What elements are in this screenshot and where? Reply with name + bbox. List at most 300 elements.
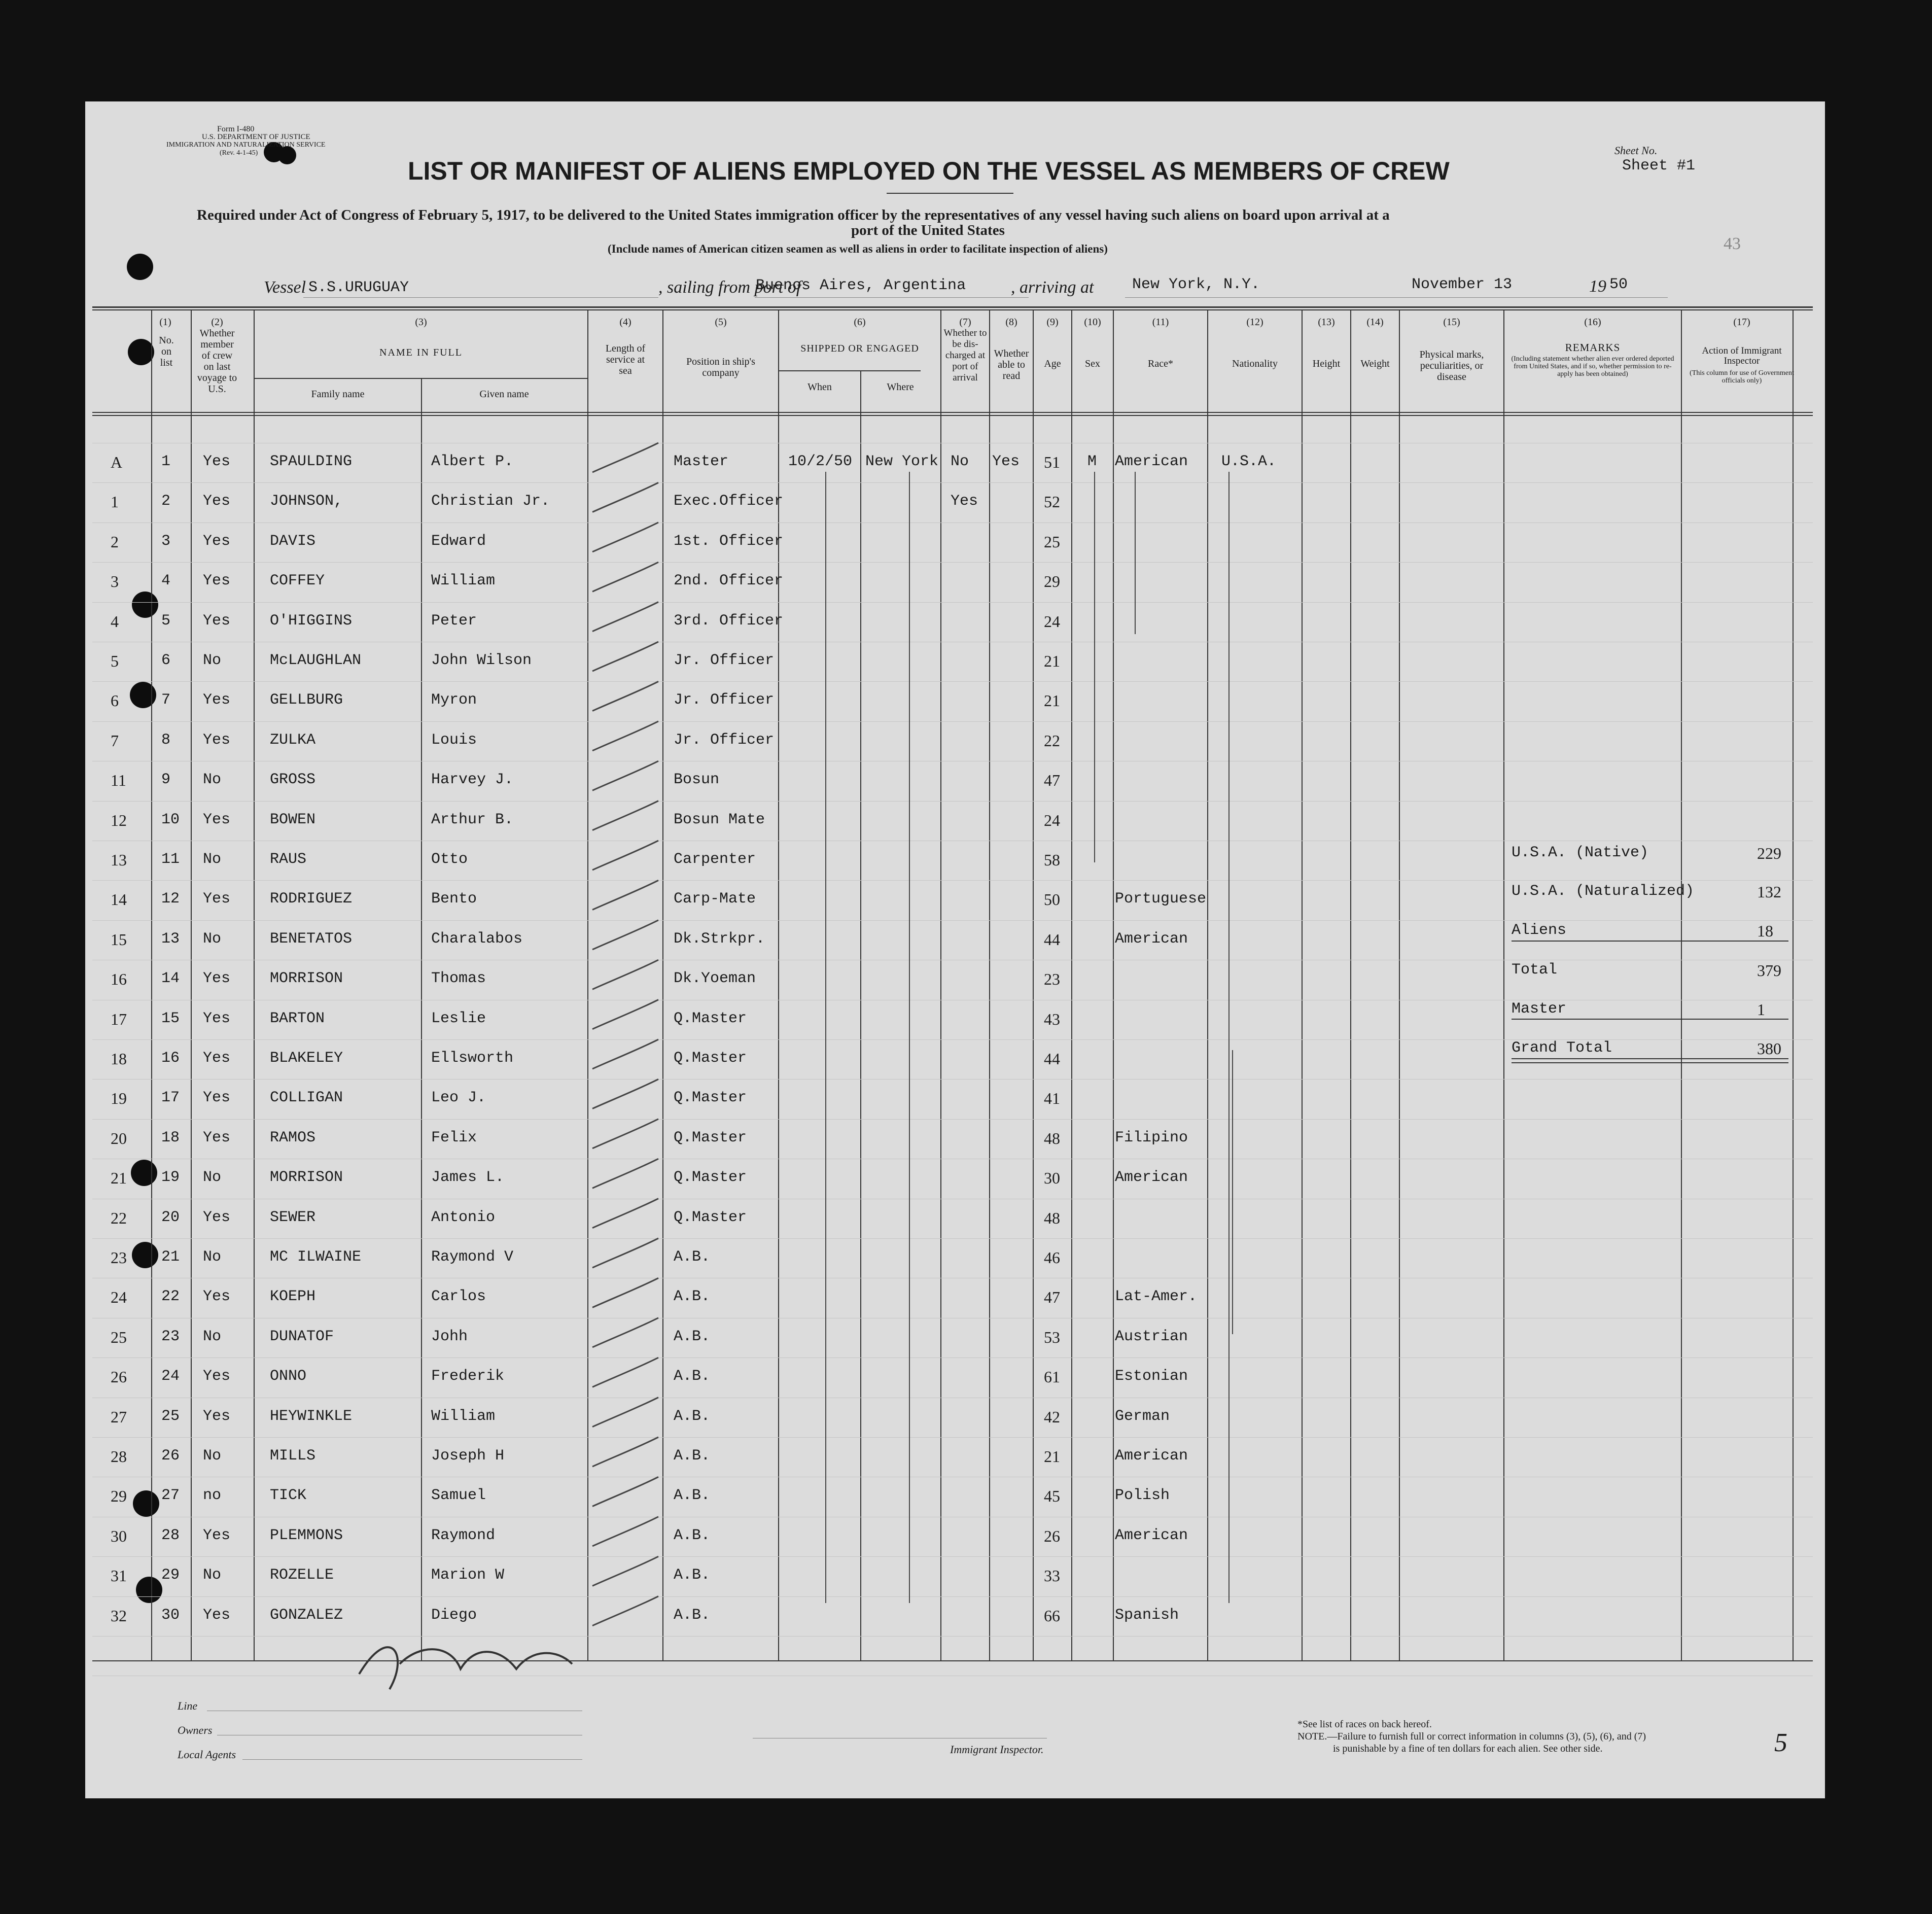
summary-label: U.S.A. (Naturalized) [1512,883,1695,900]
header-col15: Physical marks, peculiarities, or disease [1419,349,1484,382]
header-col8-num: (8) [1005,317,1017,328]
row-age: 23 [1044,970,1060,989]
row-position: Exec.Officer [674,493,784,510]
row-last-voyage: Yes [203,1368,231,1385]
row-position: A.B. [674,1606,711,1624]
row-race: Spanish [1115,1606,1179,1624]
row-line-number: 3 [111,572,119,591]
form-service: IMMIGRATION AND NATURALIZATION SERVICE [166,141,326,149]
header-col3-num: (3) [415,317,427,328]
row-list-number: 11 [161,851,180,868]
header-col3-given: Given name [479,389,529,400]
row-last-voyage: Yes [203,612,231,630]
header-col8: Whether able to read [994,348,1029,381]
service-check-mark [592,482,658,512]
row-position: A.B. [674,1328,711,1345]
row-position: Q.Master [674,1208,747,1226]
row-line-number: 17 [111,1010,127,1028]
header-col16-num: (16) [1584,317,1601,328]
row-line-number: 21 [111,1169,127,1188]
row-list-number: 26 [161,1447,180,1465]
row-line-number: 19 [111,1089,127,1108]
row-age: 26 [1044,1526,1060,1545]
row-last-voyage: No [203,1169,222,1187]
service-check-mark [592,1159,658,1188]
row-given-name: Bento [431,890,477,908]
row-line-number: 6 [111,691,119,710]
row-last-voyage: No [203,851,222,868]
service-check-mark [592,1278,658,1307]
row-list-number: 7 [161,691,171,709]
header-col17-note: (This column for use of Government officials only) [1690,369,1794,385]
row-age: 53 [1044,1328,1060,1346]
row-position: Jr. Officer [674,731,775,749]
row-position: Bosun [674,771,720,789]
row-list-number: 22 [161,1288,180,1306]
row-position: A.B. [674,1447,711,1465]
header-col10: Sex [1085,358,1100,369]
row-list-number: 4 [161,572,171,590]
row-list-number: 19 [161,1169,180,1187]
row-family-name: ROZELLE [270,1567,334,1584]
row-given-name: Frederik [431,1368,505,1385]
row-list-number: 27 [161,1487,180,1505]
summary-label: Grand Total [1512,1039,1612,1057]
row-line-number: 29 [111,1487,127,1506]
header-col7: Whether to be dis-charged at port of arrival [943,328,987,383]
row-last-voyage: Yes [203,691,231,709]
row-given-name: Diego [431,1606,477,1624]
row-discharged: No [951,453,969,470]
row-given-name: Raymond V [431,1248,514,1266]
row-age: 21 [1044,691,1060,710]
row-given-name: Joseph H [431,1447,505,1465]
row-position: A.B. [674,1487,711,1505]
form-department: U.S. DEPARTMENT OF JUSTICE [202,133,310,141]
vessel-label: Vessel [264,278,306,297]
row-shipped-when: 10/2/50 [788,453,853,470]
header-col2-num: (2) [211,317,223,328]
header-col12: Nationality [1232,358,1278,369]
row-last-voyage: no [203,1487,222,1505]
sailing-port: Buenos Aires, Argentina [756,277,966,294]
row-family-name: RAUS [270,851,307,868]
row-race: American [1115,1447,1188,1465]
row-position: Dk.Yoeman [674,970,756,988]
summary-label: Total [1512,961,1558,979]
header-col5: Position in ship's company [686,356,755,378]
row-family-name: BOWEN [270,811,316,828]
row-position: A.B. [674,1567,711,1584]
row-last-voyage: Yes [203,1089,231,1107]
row-position: Bosun Mate [674,811,765,828]
row-family-name: TICK [270,1487,307,1505]
service-check-mark [592,1039,658,1069]
page-mark: 43 [1724,234,1741,253]
form-number: Form I-480 [217,125,255,133]
row-family-name: GROSS [270,771,316,789]
summary-underline [1512,1019,1788,1020]
summary-value: 132 [1757,883,1781,901]
service-check-mark [592,1596,658,1626]
header-col7-num: (7) [959,317,971,328]
row-family-name: GELLBURG [270,691,343,709]
row-last-voyage: Yes [203,453,231,470]
row-list-number: 12 [161,890,180,908]
header-col14: Weight [1360,358,1390,369]
row-line-number: 12 [111,811,127,829]
service-check-mark [592,1119,658,1149]
summary-underline [1512,1062,1788,1063]
row-age: 41 [1044,1089,1060,1108]
summary-underline [1512,941,1788,942]
row-age: 52 [1044,493,1060,511]
service-check-mark [592,1000,658,1029]
row-race: Estonian [1115,1368,1188,1385]
row-given-name: Thomas [431,970,486,988]
service-check-mark [592,1477,658,1506]
footer-line-label: Line [178,1699,198,1712]
header-col17: Action of Immigrant Inspector [1702,345,1782,366]
row-last-voyage: Yes [203,572,231,590]
summary-underline [1512,1058,1788,1059]
row-line-number: 25 [111,1328,127,1346]
row-position: Jr. Officer [674,691,775,709]
row-age: 25 [1044,532,1060,551]
row-list-number: 15 [161,1010,180,1027]
row-line-number: 13 [111,851,127,869]
row-last-voyage: Yes [203,1526,231,1544]
row-list-number: 8 [161,731,171,749]
row-position: A.B. [674,1526,711,1544]
row-family-name: MILLS [270,1447,316,1465]
header-col13: Height [1312,358,1341,369]
row-family-name: HEYWINKLE [270,1407,353,1425]
footer-note-penalty-1: NOTE.—Failure to furnish full or correct information in columns (3), (5), (6), and (7) [1297,1731,1646,1742]
row-last-voyage: Yes [203,970,231,988]
row-given-name: Ellsworth [431,1050,514,1067]
row-discharged: Yes [951,493,978,510]
row-race: American [1115,1169,1188,1187]
row-family-name: COFFEY [270,572,325,590]
row-given-name: Peter [431,612,477,630]
row-age: 47 [1044,1288,1060,1307]
header-col16: REMARKS [1565,341,1621,354]
row-list-number: 20 [161,1208,180,1226]
row-able-to-read: Yes [992,453,1020,470]
row-last-voyage: Yes [203,1606,231,1624]
footer-owners-label: Owners [178,1724,213,1736]
row-given-name: Carlos [431,1288,486,1306]
row-position: Jr. Officer [674,652,775,669]
row-position: Q.Master [674,1129,747,1146]
row-list-number: 6 [161,652,171,669]
row-age: 50 [1044,890,1060,909]
service-check-mark [592,761,658,790]
row-given-name: James L. [431,1169,505,1187]
row-family-name: PLEMMONS [270,1526,343,1544]
footer-agents-underline [242,1759,582,1760]
row-position: A.B. [674,1288,711,1306]
row-family-name: ONNO [270,1368,307,1385]
header-col3-family: Family name [311,389,365,400]
summary-value: 379 [1757,961,1781,980]
header-col1: No. on list [159,335,174,368]
row-line-number: 14 [111,890,127,909]
row-line-number: 5 [111,652,119,670]
row-given-name: Felix [431,1129,477,1146]
row-line-number: 7 [111,731,119,750]
row-list-number: 10 [161,811,180,828]
row-position: Carp-Mate [674,890,756,908]
header-col17-num: (17) [1733,317,1750,328]
row-family-name: SEWER [270,1208,316,1226]
row-last-voyage: Yes [203,731,231,749]
row-last-voyage: Yes [203,1050,231,1067]
row-list-number: 28 [161,1526,180,1544]
arriving-label: , arriving at [1011,278,1094,297]
service-check-mark [592,1318,658,1347]
row-line-number: 4 [111,612,119,631]
row-line-number: 26 [111,1368,127,1386]
header-col4: Length of service at sea [605,343,646,376]
row-position: A.B. [674,1248,711,1266]
row-age: 33 [1044,1567,1060,1585]
row-position: Dk.Strkpr. [674,930,765,948]
row-position: A.B. [674,1368,711,1385]
form-revision: (Rev. 4-1-45) [220,149,258,157]
row-given-name: Charalabos [431,930,523,948]
row-race: German [1115,1407,1170,1425]
row-race: American [1115,1526,1188,1544]
row-list-number: 2 [161,493,171,510]
service-check-mark [592,721,658,751]
row-line-number: 31 [111,1567,127,1585]
row-given-name: Raymond [431,1526,496,1544]
footer-agents-label: Local Agents [178,1748,236,1761]
row-age: 21 [1044,652,1060,670]
row-family-name: RAMOS [270,1129,316,1146]
row-position: Carpenter [674,851,756,868]
row-last-voyage: Yes [203,1010,231,1027]
row-given-name: Harvey J. [431,771,514,789]
row-race: American [1115,453,1188,470]
service-check-mark [592,1437,658,1467]
header-col6-num: (6) [854,317,866,328]
row-position: A.B. [674,1407,711,1425]
row-family-name: DUNATOF [270,1328,334,1345]
row-line-number: 2 [111,532,119,551]
row-age: 43 [1044,1010,1060,1028]
row-race: Portuguese [1115,890,1207,908]
row-given-name: Antonio [431,1208,496,1226]
row-race: Austrian [1115,1328,1188,1345]
row-given-name: Marion W [431,1567,505,1584]
row-line-number: 18 [111,1050,127,1068]
header-col14-num: (14) [1366,317,1384,328]
row-line-number: 32 [111,1606,127,1625]
row-age: 51 [1044,453,1060,471]
row-family-name: MORRISON [270,1169,343,1187]
row-last-voyage: No [203,771,222,789]
row-race: Filipino [1115,1129,1188,1146]
service-check-mark [592,1556,658,1586]
header-col11-num: (11) [1152,317,1169,328]
service-check-mark [592,920,658,950]
row-list-number: 18 [161,1129,180,1146]
inspector-label: Immigrant Inspector. [950,1743,1044,1756]
row-last-voyage: No [203,652,222,669]
row-list-number: 16 [161,1050,180,1067]
row-family-name: SPAULDING [270,453,353,470]
service-check-mark [592,443,658,472]
header-col6-when: When [807,381,832,393]
form-subtitle-3: (Include names of American citizen seamen as well as aliens in order to facilitate inspection of aliens) [608,242,1108,255]
row-given-name: Arthur B. [431,811,514,828]
header-col12-num: (12) [1246,317,1263,328]
service-check-mark [592,1238,658,1268]
service-check-mark [592,602,658,632]
row-family-name: BLAKELEY [270,1050,343,1067]
row-age: 48 [1044,1129,1060,1147]
header-col10-num: (10) [1084,317,1101,328]
row-family-name: McLAUGHLAN [270,652,362,669]
form-subtitle-1: Required under Act of Congress of February 5, 1917, to be delivered to the United States immigration officer by the representatives of any vessel having such aliens on board upon arrival at a [197,207,1390,223]
header-col1-num: (1) [159,317,171,328]
row-last-voyage: Yes [203,811,231,828]
row-family-name: RODRIGUEZ [270,890,353,908]
service-check-mark [592,1079,658,1108]
service-check-mark [592,1199,658,1228]
row-given-name: Edward [431,532,486,550]
row-position: Q.Master [674,1010,747,1027]
header-col3: NAME IN FULL [379,347,463,358]
header-col6-where: Where [887,381,914,393]
header-col16-note: (Including statement whether alien ever ordered deported from United States, and if so, whether permission to re-apply has been obtained) [1511,355,1674,378]
sheet-no-value: Sheet #1 [1622,157,1696,175]
service-check-mark [592,841,658,870]
row-last-voyage: No [203,1328,222,1345]
service-check-mark [592,960,658,989]
row-race: American [1115,930,1188,948]
row-position: Master [674,453,729,470]
row-given-name: William [431,572,496,590]
header-col2: Whether member of crew on last voyage to U.S. [197,328,237,395]
row-list-number: 5 [161,612,171,630]
header-col15-num: (15) [1443,317,1460,328]
row-shipped-where: New York [865,453,939,470]
row-line-number: 30 [111,1526,127,1545]
header-col4-num: (4) [619,317,631,328]
service-check-mark [592,681,658,711]
row-family-name: KOEPH [270,1288,316,1306]
service-check-mark [592,523,658,552]
row-line-number: 23 [111,1248,127,1267]
row-given-name: Leo J. [431,1089,486,1107]
row-last-voyage: Yes [203,532,231,550]
row-position: 1st. Officer [674,532,784,550]
row-given-name: Myron [431,691,477,709]
row-nationality: U.S.A. [1221,453,1277,470]
row-list-number: 25 [161,1407,180,1425]
row-family-name: DAVIS [270,532,316,550]
row-last-voyage: Yes [203,890,231,908]
sailing-label: , sailing from port of [658,278,801,297]
row-race: Lat-Amer. [1115,1288,1198,1306]
row-last-voyage: Yes [203,1407,231,1425]
row-age: 44 [1044,930,1060,949]
row-age: 48 [1044,1208,1060,1227]
header-col9: Age [1044,358,1061,369]
footer-note-penalty-2: is punishable by a fine of ten dollars for each alien. See other side. [1333,1743,1603,1754]
row-given-name: Otto [431,851,468,868]
service-check-mark [592,1398,658,1427]
row-given-name: Johh [431,1328,468,1345]
row-line-number: 16 [111,970,127,989]
row-last-voyage: No [203,1447,222,1465]
row-race: Polish [1115,1487,1170,1505]
row-age: 61 [1044,1368,1060,1386]
summary-value: 18 [1757,922,1773,940]
row-last-voyage: No [203,1567,222,1584]
row-age: 44 [1044,1050,1060,1068]
row-line-number: 11 [111,771,126,790]
row-family-name: MC ILWAINE [270,1248,362,1266]
row-family-name: GONZALEZ [270,1606,343,1624]
arrival-date: November 13 [1412,276,1513,293]
row-last-voyage: Yes [203,1129,231,1146]
row-line-number: A [111,453,123,471]
row-age: 46 [1044,1248,1060,1267]
header-col6: SHIPPED OR ENGAGED [800,343,919,354]
summary-value: 1 [1757,1000,1765,1019]
row-list-number: 9 [161,771,171,789]
row-age: 66 [1044,1606,1060,1625]
row-last-voyage: No [203,930,222,948]
row-position: 2nd. Officer [674,572,784,590]
summary-label: U.S.A. (Native) [1512,844,1649,861]
service-check-mark [592,642,658,671]
row-age: 29 [1044,572,1060,591]
row-age: 45 [1044,1487,1060,1506]
year-prefix: 19 [1589,277,1606,296]
row-age: 30 [1044,1169,1060,1188]
service-check-mark [592,562,658,591]
row-line-number: 22 [111,1208,127,1227]
row-list-number: 1 [161,453,171,470]
service-check-mark [592,801,658,830]
row-given-name: Samuel [431,1487,486,1505]
row-given-name: Christian Jr. [431,493,550,510]
row-list-number: 21 [161,1248,180,1266]
row-given-name: John Wilson [431,652,532,669]
row-position: Q.Master [674,1089,747,1107]
arrival-port: New York, N.Y. [1132,276,1260,293]
row-list-number: 3 [161,532,171,550]
row-family-name: BENETATOS [270,930,353,948]
row-position: 3rd. Officer [674,612,784,630]
row-family-name: JOHNSON, [270,493,343,510]
summary-value: 229 [1757,844,1781,862]
row-position: Q.Master [674,1050,747,1067]
header-col9-num: (9) [1046,317,1059,328]
row-line-number: 20 [111,1129,127,1147]
row-family-name: O'HIGGINS [270,612,353,630]
service-check-mark [592,880,658,910]
row-list-number: 24 [161,1368,180,1385]
arrival-year: 50 [1609,276,1628,293]
row-last-voyage: Yes [203,1288,231,1306]
